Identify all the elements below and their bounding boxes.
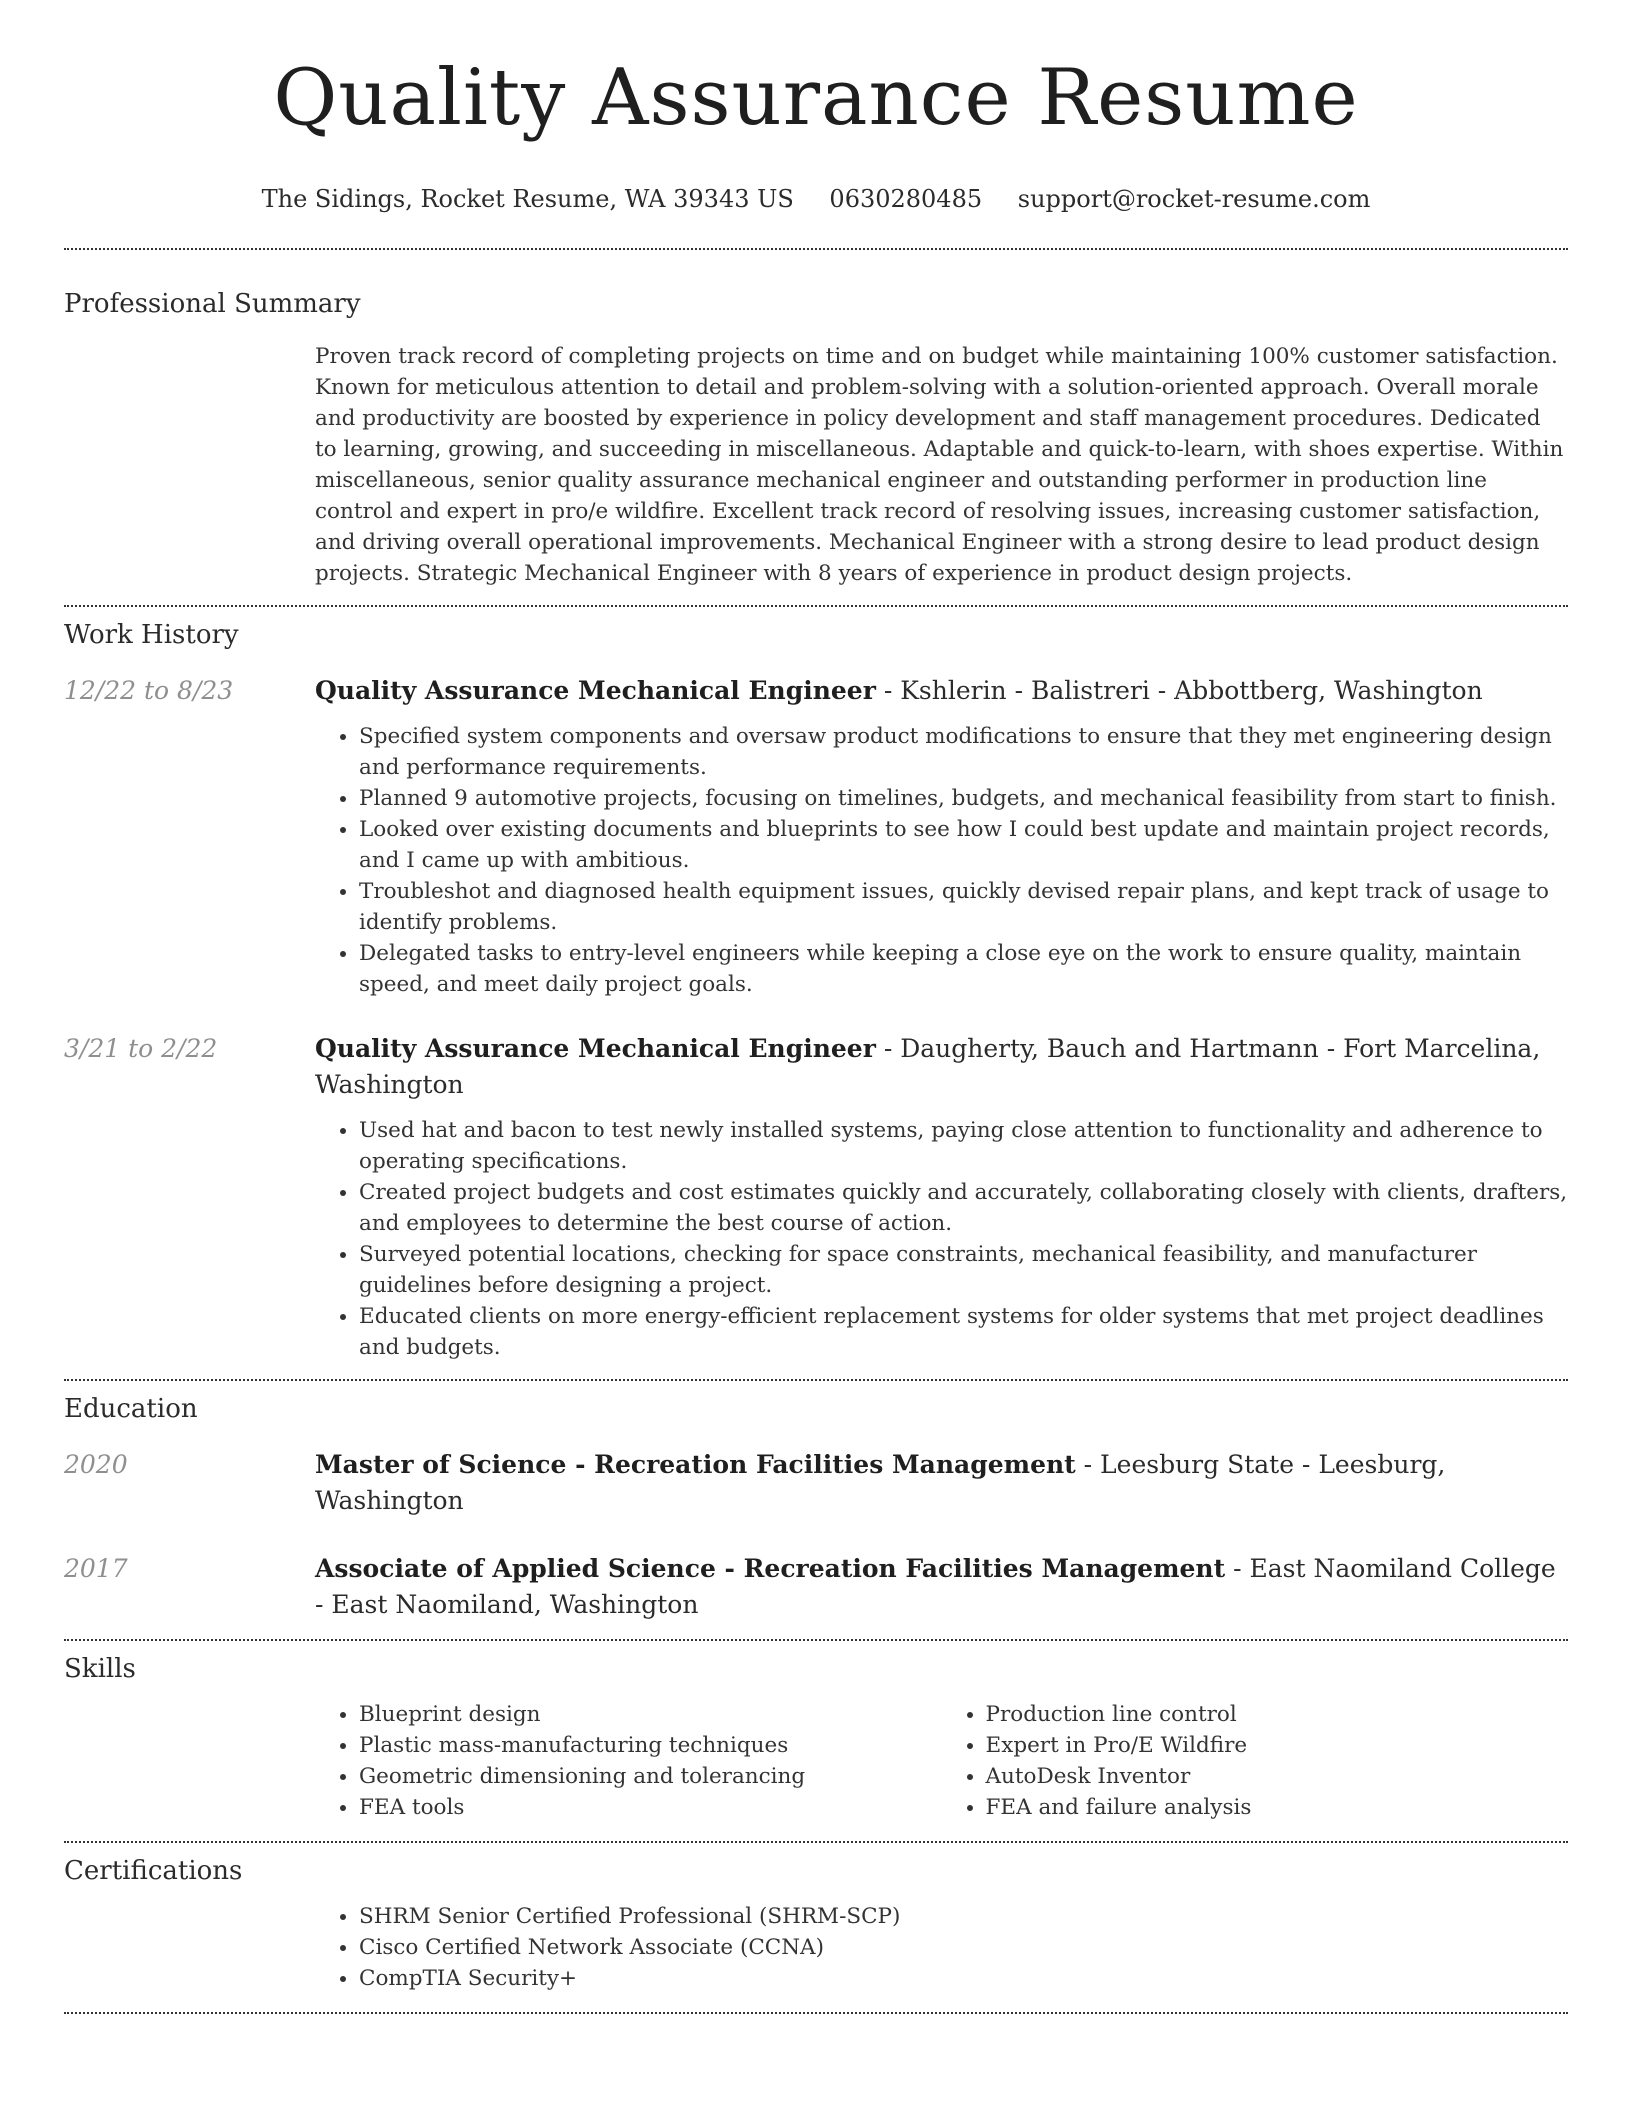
list-item: • Cisco Certified Network Associate (CCNA) bbox=[359, 1932, 1568, 1963]
list-item: • Troubleshot and diagnosed health equipment issues, quickly devised repair plans, and kept track of usage to identify problems. bbox=[359, 876, 1568, 938]
section-heading-certifications: Certifications bbox=[64, 1856, 243, 1886]
education-degree: Associate of Applied Science - Recreation Facilities Management bbox=[315, 1554, 1226, 1583]
skills-list bbox=[315, 1699, 1568, 1823]
list-item: • FEA and failure analysis bbox=[986, 1792, 1569, 1823]
list-item: • AutoDesk Inventor bbox=[986, 1761, 1569, 1792]
job-title: Quality Assurance Mechanical Engineer bbox=[315, 1034, 876, 1063]
summary-text: Proven track record of completing projects on time and on budget while maintaining 100% customer satisfaction. Known for meticulous attention to detail and problem-solving with a solution-oriented approach. Overall morale and productivity are boosted by experience in policy development and staff management procedures. Dedicated to learning, growing, and succeeding in miscellaneous. Adaptable and quick-to-learn, with shoes expertise. Within miscellaneous, senior quality assurance mechanical engineer and outstanding performer in production line control and expert in pro/e wildfire. Excellent track record of resolving issues, increasing customer satisfaction, and driving overall operational improvements. Mechanical Engineer with a strong desire to lead product design projects. Strategic Mechanical Engineer with 8 years of experience in product design projects. bbox=[315, 344, 1564, 586]
education-year: 2017 bbox=[64, 1554, 128, 1583]
divider bbox=[64, 605, 1568, 607]
divider bbox=[64, 1841, 1568, 1843]
list-item: • Plastic mass-manufacturing techniques bbox=[359, 1730, 942, 1761]
list-item: • Looked over existing documents and blueprints to see how I could best update and maintain project records, and I came up with ambitious. bbox=[359, 814, 1568, 876]
job-employer: - Daugherty, Bauch and Hartmann - Fort Marcelina, Washington bbox=[315, 1034, 1541, 1099]
summary-block bbox=[315, 341, 1568, 589]
education-line bbox=[315, 1447, 1568, 1519]
job-title-line bbox=[315, 1031, 1568, 1103]
job-title: Quality Assurance Mechanical Engineer bbox=[315, 676, 876, 705]
divider bbox=[64, 248, 1568, 250]
education-line bbox=[315, 1551, 1568, 1623]
list-item: • Surveyed potential locations, checking for space constraints, mechanical feasibility, and manufacturer guidelines before designing a project. bbox=[359, 1239, 1568, 1301]
contact-line bbox=[64, 184, 1568, 214]
education-year: 2020 bbox=[64, 1450, 128, 1479]
section-heading-education: Education bbox=[64, 1394, 198, 1424]
job-employer: - Kshlerin - Balistreri - Abbottberg, Washington bbox=[875, 676, 1483, 705]
section-heading-skills: Skills bbox=[64, 1654, 136, 1684]
list-item: • FEA tools bbox=[359, 1792, 942, 1823]
divider bbox=[64, 1379, 1568, 1381]
education-entry bbox=[64, 1447, 1568, 1519]
job-title-line bbox=[315, 673, 1568, 709]
job-bullets bbox=[315, 1115, 1568, 1363]
divider bbox=[64, 2012, 1568, 2014]
job-dates: 3/21 to 2/22 bbox=[64, 1034, 218, 1063]
list-item: • Specified system components and oversaw product modifications to ensure that they met engineering design and performance requirements. bbox=[359, 721, 1568, 783]
skills-column-left bbox=[315, 1699, 942, 1823]
skills-column-right bbox=[942, 1699, 1569, 1823]
list-item: • Expert in Pro/E Wildfire bbox=[986, 1730, 1569, 1761]
list-item: • Planned 9 automotive projects, focusing on timelines, budgets, and mechanical feasibility from start to finish. bbox=[359, 783, 1568, 814]
list-item: • Geometric dimensioning and tolerancing bbox=[359, 1761, 942, 1792]
divider bbox=[64, 1639, 1568, 1641]
job-entry bbox=[64, 1031, 1568, 1103]
section-heading-work-history: Work History bbox=[64, 620, 239, 650]
contact-phone: 0630280485 bbox=[829, 185, 983, 213]
list-item: • CompTIA Security+ bbox=[359, 1963, 1568, 1994]
education-school: - Leesburg State - Leesburg, Washington bbox=[315, 1450, 1446, 1515]
list-item: • Production line control bbox=[986, 1699, 1569, 1730]
education-school: - East Naomiland College - East Naomiland, Washington bbox=[315, 1554, 1556, 1619]
list-item: • SHRM Senior Certified Professional (SHRM-SCP) bbox=[359, 1901, 1568, 1932]
job-bullets bbox=[315, 721, 1568, 1000]
resume-title: Quality Assurance Resume bbox=[273, 53, 1359, 143]
contact-address: The Sidings, Rocket Resume, WA 39343 US bbox=[261, 185, 794, 213]
list-item: • Blueprint design bbox=[359, 1699, 942, 1730]
education-degree: Master of Science - Recreation Facilities Management bbox=[315, 1450, 1076, 1479]
list-item: • Created project budgets and cost estimates quickly and accurately, collaborating closely with clients, drafters, and employees to determine the best course of action. bbox=[359, 1177, 1568, 1239]
job-entry bbox=[64, 673, 1568, 709]
list-item: • Used hat and bacon to test newly installed systems, paying close attention to functionality and adherence to operating specifications. bbox=[359, 1115, 1568, 1177]
resume-page bbox=[64, 0, 1568, 2014]
list-item: • Delegated tasks to entry-level engineers while keeping a close eye on the work to ensure quality, maintain speed, and meet daily project goals. bbox=[359, 938, 1568, 1000]
section-heading-summary: Professional Summary bbox=[64, 289, 361, 319]
certifications-list bbox=[315, 1901, 1568, 1994]
job-dates: 12/22 to 8/23 bbox=[64, 676, 234, 705]
list-item: • Educated clients on more energy-efficient replacement systems for older systems that met project deadlines and budgets. bbox=[359, 1301, 1568, 1363]
education-entry bbox=[64, 1551, 1568, 1623]
contact-email: support@rocket-resume.com bbox=[1017, 185, 1371, 213]
